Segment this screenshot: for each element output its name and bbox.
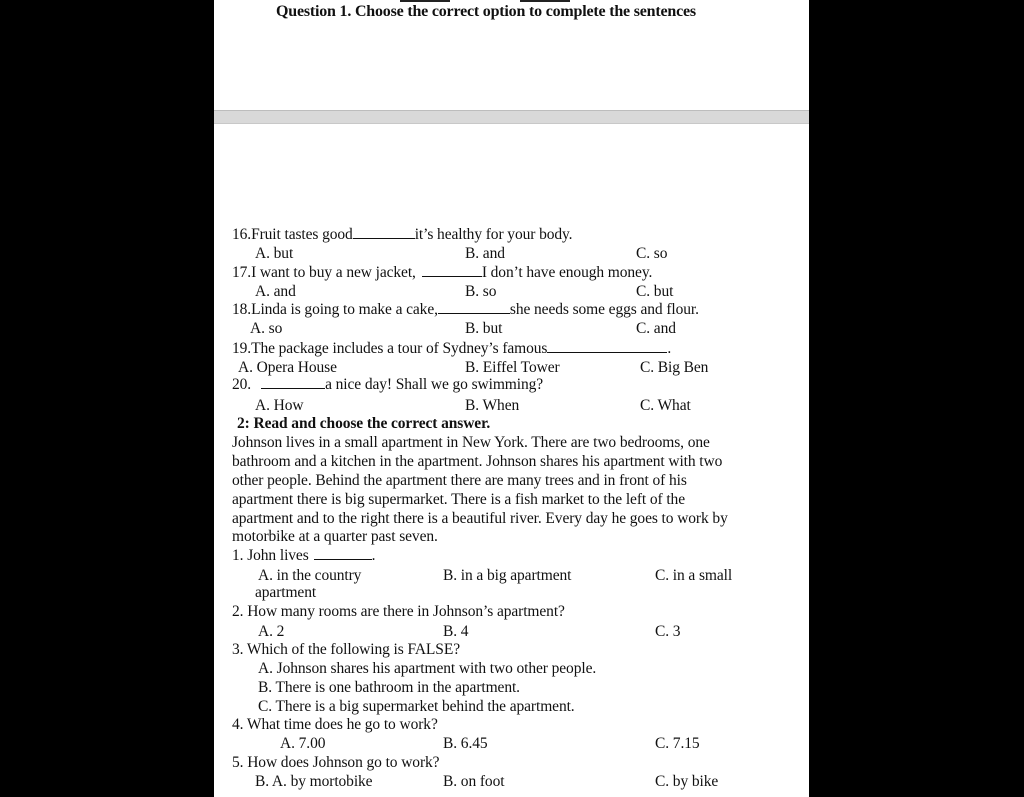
option-c: C. so [636, 245, 668, 262]
option-b: B. but [465, 320, 503, 337]
passage-line: Johnson lives in a small apartment in New York. There are two bedrooms, one [232, 434, 710, 451]
option-c: C. There is a big supermarket behind the apartment. [258, 698, 575, 715]
option-b: B. and [465, 245, 505, 262]
option-a: A. in the country [258, 567, 362, 584]
option-a: A. 2 [258, 623, 285, 640]
option-b: B. so [465, 283, 497, 300]
option-b: B. There is one bathroom in the apartment. [258, 679, 520, 696]
answer-blank [261, 376, 325, 389]
page-break-gap [214, 110, 809, 124]
passage-line: bathroom and a kitchen in the apartment. Johnson shares his apartment with two [232, 453, 723, 470]
option-a: A. and [255, 283, 296, 300]
option-a: A. Opera House [238, 359, 337, 376]
answer-blank [438, 301, 510, 314]
option-b: B. When [465, 397, 520, 414]
option-a: A. Johnson shares his apartment with two other people. [258, 660, 597, 677]
document-page-top [214, 0, 809, 110]
cut-off-underline [520, 0, 570, 2]
option-c: C. 7.15 [655, 735, 700, 752]
passage-line: apartment and to the right there is a beautiful river. Every day he goes to work by [232, 510, 728, 527]
option-c: C. and [636, 320, 676, 337]
option-b: B. 4 [443, 623, 469, 640]
option-a: A. 7.00 [280, 735, 326, 752]
question-1-title: Question 1. Choose the correct option to complete the sentences [276, 3, 696, 20]
document-page-bottom [214, 124, 809, 797]
question-18: 18.Linda is going to make a cake, she needs some eggs and flour. [232, 301, 699, 318]
option-c: C. in a small [655, 567, 733, 584]
passage-line: apartment there is big supermarket. There is a fish market to the left of the [232, 491, 685, 508]
answer-blank [314, 547, 372, 560]
section-2-title: 2: Read and choose the correct answer. [237, 415, 491, 432]
option-b: B. on foot [443, 773, 505, 790]
option-b: B. 6.45 [443, 735, 488, 752]
reading-question-5: 5. How does Johnson go to work? [232, 754, 440, 771]
option-a: A. but [255, 245, 294, 262]
option-c: C. Big Ben [640, 359, 709, 376]
option-a: A. so [250, 320, 283, 337]
answer-blank [353, 226, 415, 239]
option-a: A. How [255, 397, 304, 414]
passage-line: motorbike at a quarter past seven. [232, 528, 438, 545]
question-16: 16.Fruit tastes good it’s healthy for your body. [232, 226, 573, 243]
reading-question-1: 1. John lives . [232, 547, 376, 564]
question-19: 19.The package includes a tour of Sydney’s famous . [232, 340, 672, 357]
reading-question-4: 4. What time does he go to work? [232, 716, 438, 733]
option-c: C. but [636, 283, 674, 300]
question-20: 20. a nice day! Shall we go swimming? [232, 376, 544, 393]
option-b: B. in a big apartment [443, 567, 572, 584]
option-c: C. What [640, 397, 691, 414]
reading-question-3: 3. Which of the following is FALSE? [232, 641, 460, 658]
answer-blank [422, 264, 482, 277]
option-a: B. A. by mortobike [255, 773, 373, 790]
option-c: C. by bike [655, 773, 719, 790]
option-c-continued: apartment [255, 584, 317, 601]
question-17: 17.I want to buy a new jacket, I don’t have enough money. [232, 264, 653, 281]
option-b: B. Eiffel Tower [465, 359, 560, 376]
passage-line: other people. Behind the apartment there are many trees and in front of his [232, 472, 687, 489]
option-c: C. 3 [655, 623, 681, 640]
cut-off-underline [400, 0, 450, 2]
answer-blank [547, 340, 667, 353]
reading-question-2: 2. How many rooms are there in Johnson’s apartment? [232, 603, 565, 620]
